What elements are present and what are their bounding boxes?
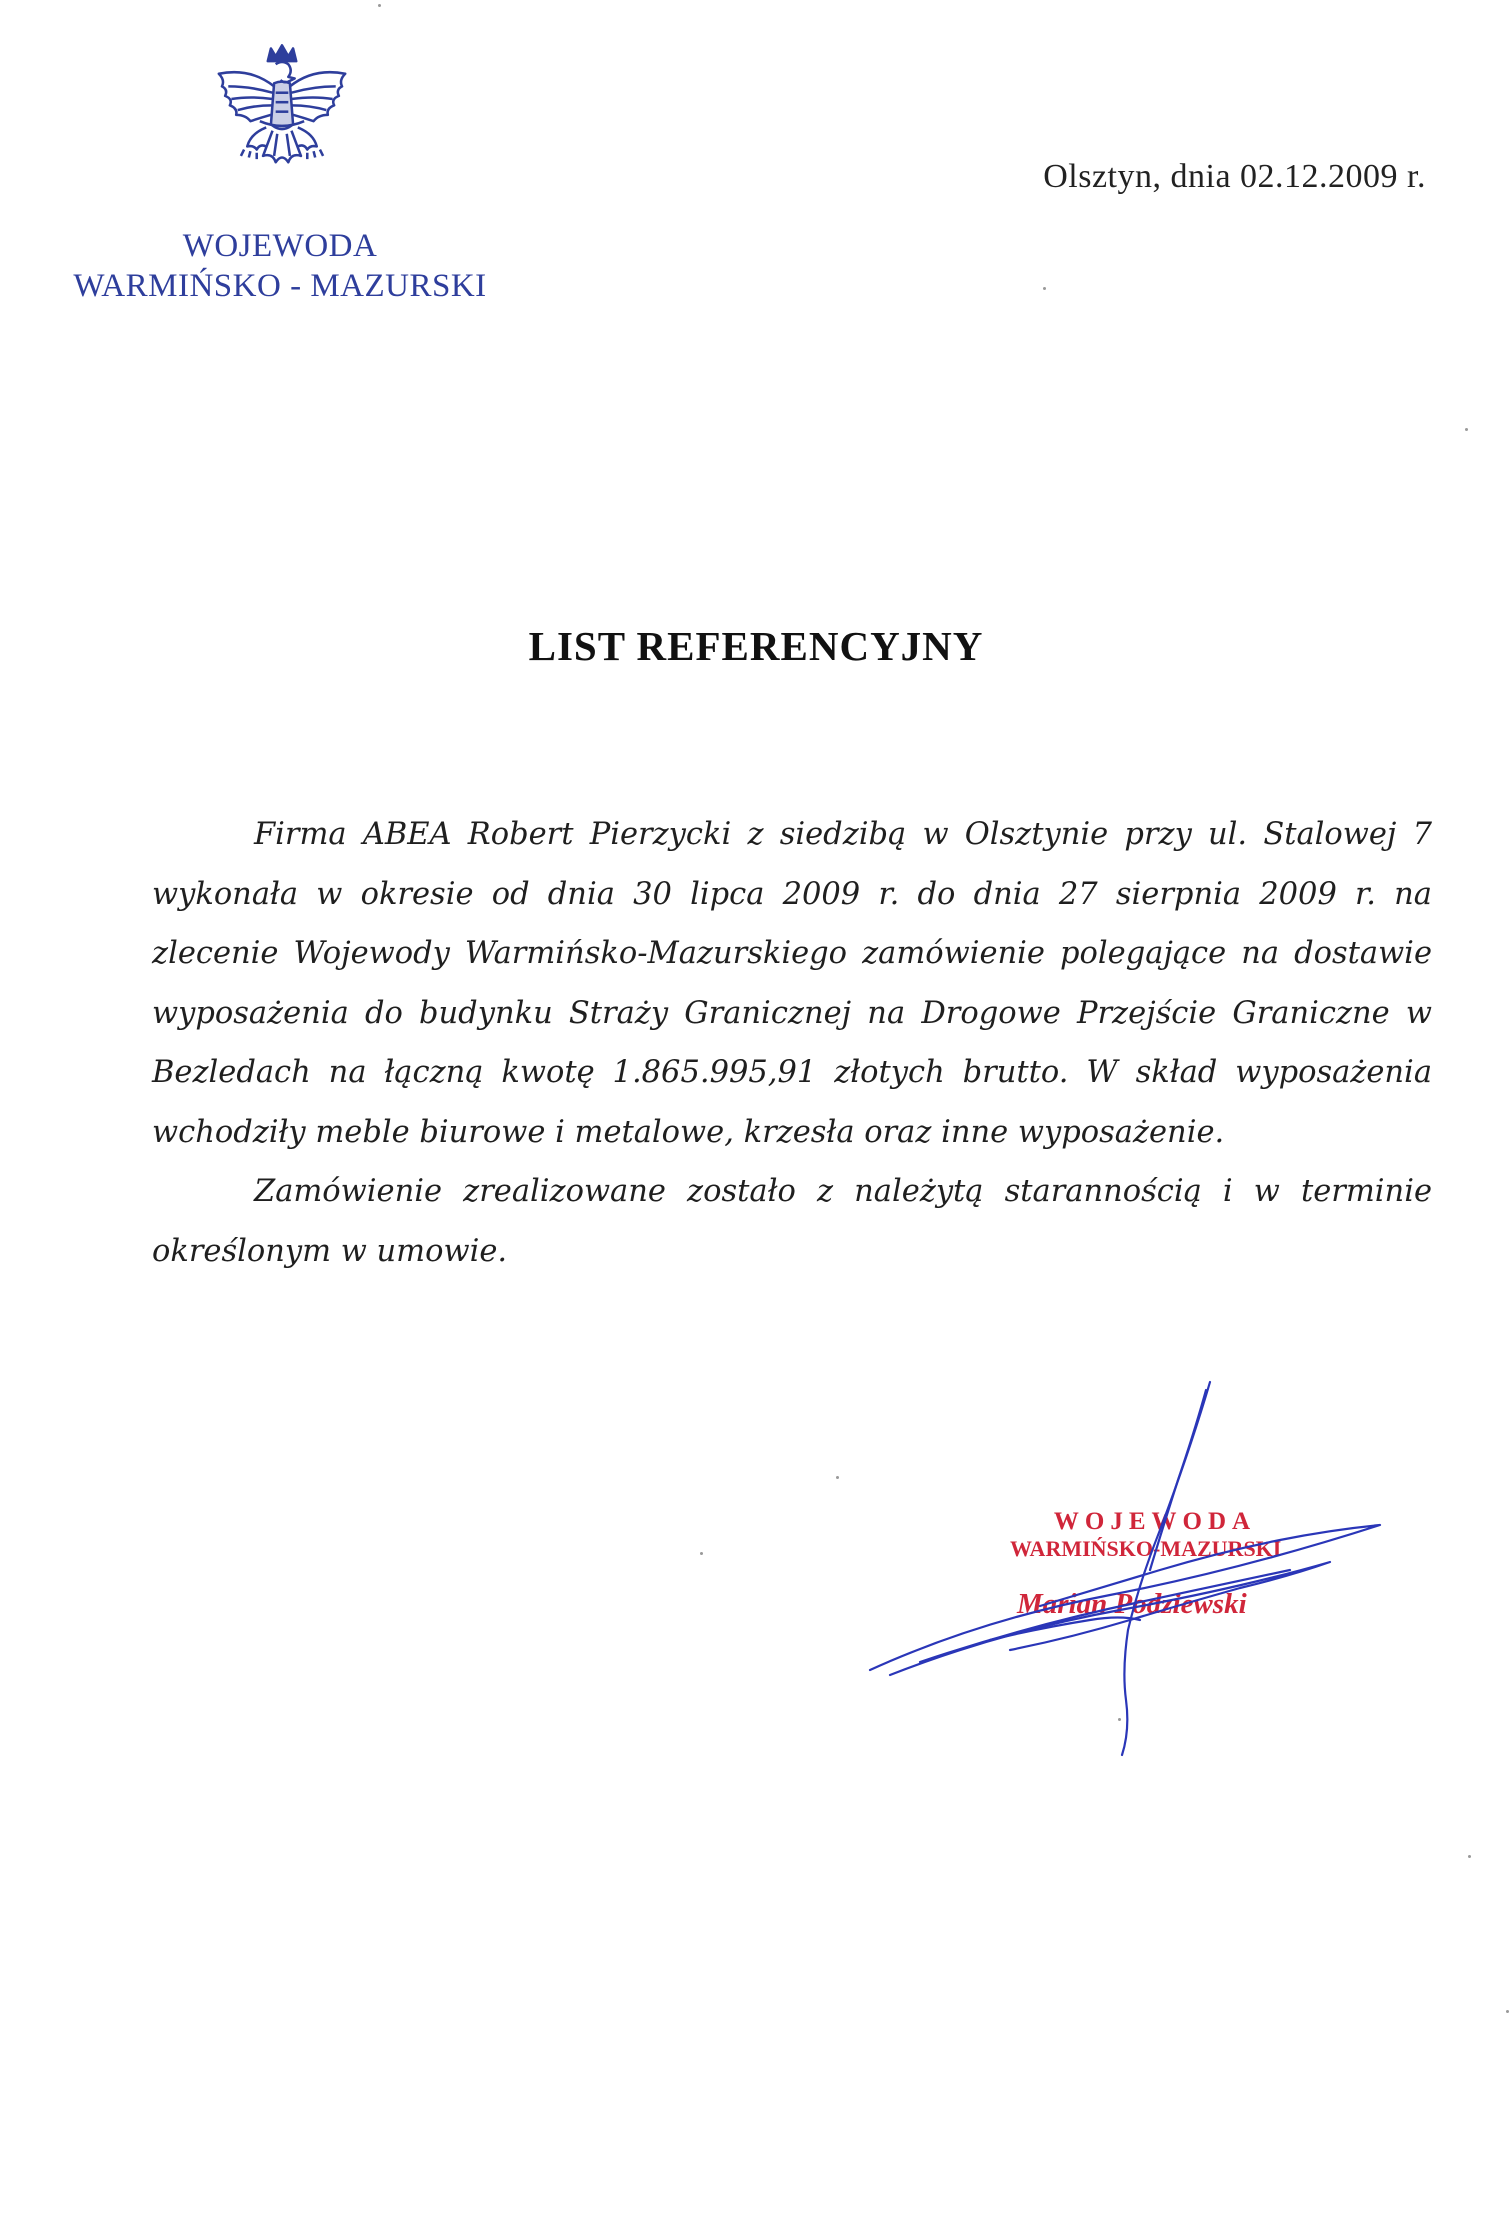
scan-speck — [1043, 287, 1046, 290]
issuer-header — [40, 226, 520, 306]
stamp-region: WARMIŃSKO-MAZURSKI — [1010, 1536, 1282, 1561]
stamp-title: WOJEWODA — [1053, 1508, 1257, 1535]
body-paragraph-1: Firma ABEA Robert Pierzycki z siedzibą w Olsztynie przy ul. Stalowej 7 wykonała w okresie od dnia 30 lipca 2009 r. do dnia 27 sierpnia 2009 r. na zlecenie Wojewody Warmińsko-Mazurskiego zamówienie polegające na dostawie wyposażenia do budynku Straży Granicznej na Drogowe Przejście Graniczne w Bezledach na łączną kwotę 1.865.995,91 złotych brutto. W skład wyposażenia wchodziły meble biurowe i metalowe, krzesła oraz inne wyposażenie. — [152, 817, 1432, 1150]
document-title: LIST REFERENCYJNY — [528, 623, 984, 669]
scan-speck — [378, 4, 381, 7]
issuer-region: WARMIŃSKO - MAZURSKI — [73, 268, 487, 304]
scan-speck — [700, 1552, 703, 1555]
body-paragraph-2: Zamówienie zrealizowane zostało z należytą starannością i w terminie określonym w umowie. — [152, 1174, 1432, 1269]
issuer-title: WOJEWODA — [182, 228, 378, 264]
scan-speck — [1506, 2010, 1509, 2013]
handwritten-signature — [860, 1370, 1400, 1760]
scan-speck — [1118, 1718, 1121, 1721]
polish-eagle-icon — [203, 38, 361, 198]
letter-body — [152, 805, 1432, 1281]
stamp-signatory-name: Marian Podziewski — [1017, 1588, 1247, 1620]
place-date: Olsztyn, dnia 02.12.2009 r. — [1043, 158, 1426, 195]
scan-speck — [1465, 428, 1468, 431]
scan-speck — [1468, 1855, 1471, 1858]
scan-speck — [836, 1476, 839, 1479]
